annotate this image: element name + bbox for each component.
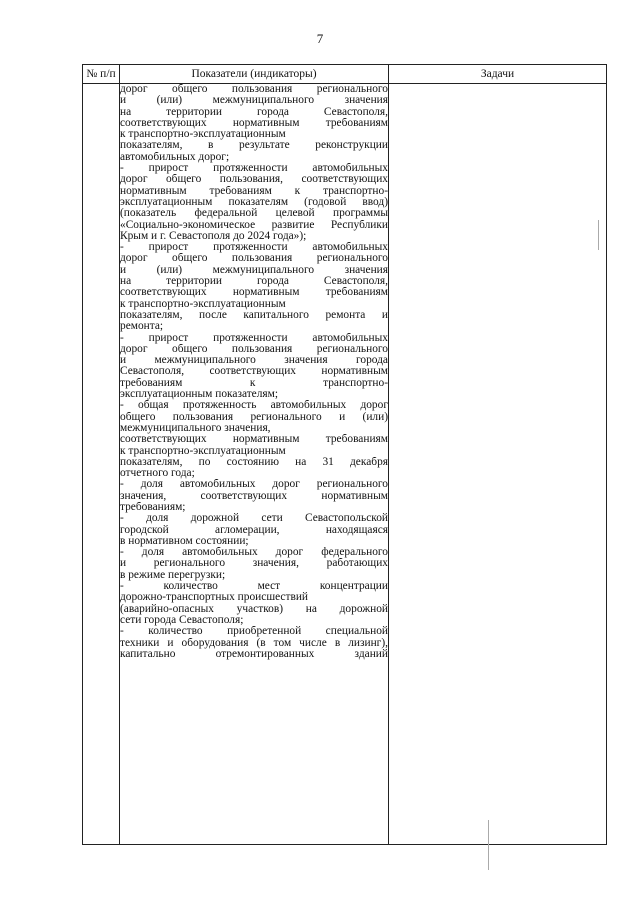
indicator-line: соответствующих нормативным требованиям (120, 287, 388, 299)
indicator-line: требованиям к транспортно- (120, 377, 388, 389)
indicator-line: соответствующих нормативным требованиям (120, 434, 388, 446)
indicator-line: нормативным требованиям к транспортно- (120, 185, 388, 197)
indicator-line: отчетного года; (120, 468, 195, 480)
indicator-line: дорожно-транспортных происшествий (120, 592, 309, 604)
indicators-table (82, 64, 607, 845)
indicator-line: «Социально-экономическое развитие Республики (120, 219, 388, 231)
indicator-line: требованиям; (120, 501, 186, 513)
indicator-line: к транспортно-эксплуатационным (120, 129, 286, 141)
indicator-line: городской агломерации, находящаяся (120, 524, 388, 536)
indicator-line: сети города Севастополя; (120, 614, 244, 626)
indicator-line: показателям, в результате реконструкции (120, 140, 388, 152)
indicator-line: на территории города Севастополя, (120, 276, 388, 288)
indicator-line: межмуниципального значения, (120, 422, 271, 434)
indicator-line: капитально отремонтированных зданий (120, 648, 388, 660)
number-cell (83, 84, 120, 845)
indicator-line: дорог общего пользования регионального (120, 253, 388, 265)
indicator-line: - общая протяженность автомобильных дорог (120, 400, 388, 412)
scan-artifact-mark (488, 820, 489, 870)
indicator-line: дорог общего пользования регионального (120, 84, 388, 95)
indicator-line: техники и оборудования (в том числе в лизинг), (120, 637, 388, 649)
indicator-line: - доля автомобильных дорог федерального (120, 547, 388, 559)
table-row (83, 84, 607, 845)
indicator-line: дорог общего пользования, соответствующих (120, 174, 388, 186)
indicator-line: соответствующих нормативным требованиям (120, 117, 388, 129)
indicator-line: в режиме перегрузки; (120, 569, 226, 581)
indicator-line: к транспортно-эксплуатационным (120, 445, 286, 457)
indicator-line: и межмуниципального значения города (120, 355, 388, 367)
column-header-number: № п/п (83, 65, 120, 84)
indicator-line: эксплуатационным показателям; (120, 389, 279, 401)
indicator-line: - прирост протяженности автомобильных (120, 332, 388, 344)
indicator-line: дорог общего пользования регионального (120, 343, 388, 355)
tasks-cell (389, 84, 607, 845)
indicator-line: Крым и г. Севастополя до 2024 года»); (120, 230, 307, 242)
indicator-line: значения, соответствующих нормативным (120, 490, 388, 502)
indicator-line: показателям, по состоянию на 31 декабря (120, 456, 388, 468)
table-header-row (83, 65, 607, 84)
indicator-line: - доля автомобильных дорог регионального (120, 479, 388, 491)
page-number: 7 (316, 31, 324, 46)
column-header-tasks: Задачи (389, 65, 607, 84)
indicator-line: показателям, после капитального ремонта и (120, 309, 388, 321)
indicator-line: (показатель федеральной целевой программы (120, 208, 388, 220)
indicator-line: - количество приобретенной специальной (120, 626, 388, 638)
indicator-line: (аварийно-опасных участков) на дорожной (120, 603, 388, 615)
indicator-line: к транспортно-эксплуатационным (120, 298, 286, 310)
indicator-line: - доля дорожной сети Севастопольской (120, 513, 388, 525)
indicator-line: и регионального значения, работающих (120, 558, 388, 570)
scan-artifact-mark (598, 220, 599, 250)
indicator-line: и (или) межмуниципального значения (120, 95, 388, 107)
indicator-line: общего пользования регионального и (или) (120, 411, 388, 423)
indicator-line: в нормативном состоянии; (120, 535, 249, 547)
indicator-line: Севастополя, соответствующих нормативным (120, 366, 388, 378)
indicators-cell (120, 84, 389, 845)
indicator-line: - прирост протяженности автомобильных (120, 163, 388, 175)
indicator-line: на территории города Севастополя, (120, 106, 388, 118)
indicator-line: и (или) межмуниципального значения (120, 264, 388, 276)
indicator-line: - количество мест концентрации (120, 581, 388, 593)
indicator-line: автомобильных дорог; (120, 151, 230, 163)
indicator-line: ремонта; (120, 321, 164, 333)
indicator-line: - прирост протяженности автомобильных (120, 242, 388, 254)
column-header-indicators: Показатели (индикаторы) (120, 65, 389, 84)
indicator-line: эксплуатационным показателям (годовой ввод) (120, 196, 388, 208)
